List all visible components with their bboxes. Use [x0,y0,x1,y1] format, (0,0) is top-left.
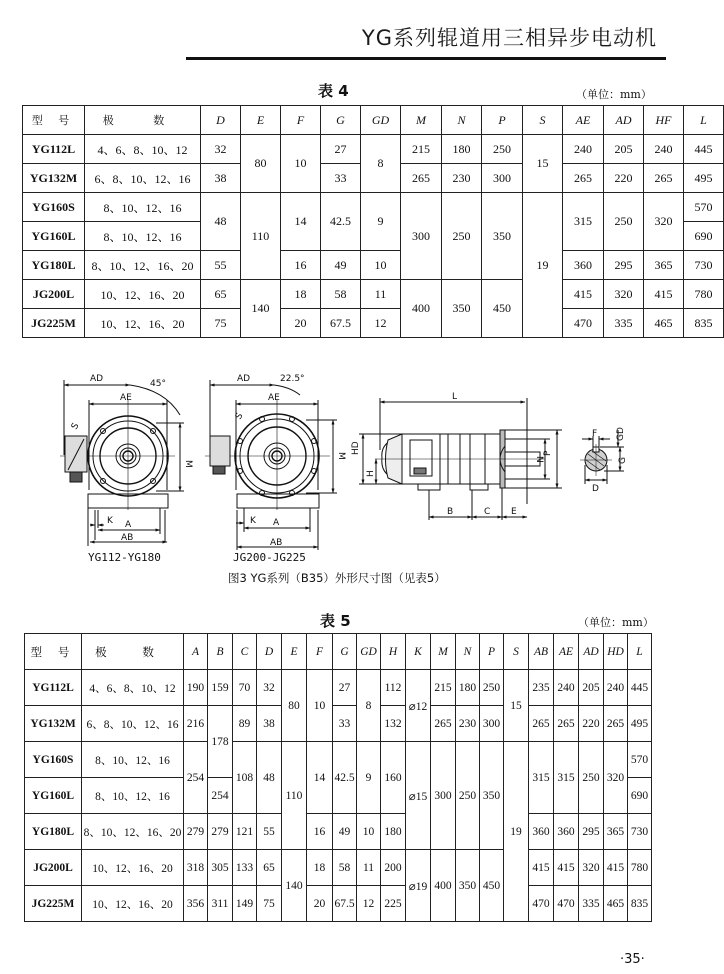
cell-poles: 8、10、12、16、20 [85,251,201,280]
dim-AB-1: AB [121,533,134,543]
cell-F: 18 [281,280,321,309]
front-view-large [205,380,337,550]
view1-label: YG112-YG180 [88,551,161,564]
cell-P: 450 [480,850,504,922]
col-header-model: 型 号 [23,106,85,135]
cell-D: 75 [201,309,241,338]
cell-GD: 10 [357,814,381,850]
cell-model: YG160L [25,778,82,814]
cell-B: 178 [208,706,233,778]
cell-model: YG112L [23,135,85,164]
dim-C: C [484,507,491,517]
cell-L: 495 [684,164,724,193]
cell-G: 49 [321,251,361,280]
cell-C: 89 [233,706,257,742]
cell-model: YG132M [23,164,85,193]
cell-C: 149 [233,886,257,922]
cell-M: 400 [431,850,456,922]
cell-E: 110 [282,742,307,850]
dim-K-2: K [250,516,256,526]
cell-GD: 9 [357,742,381,814]
cell-HD: 465 [604,886,628,922]
cell-B: 305 [208,850,233,886]
cell-G: 58 [321,280,361,309]
dimension-drawing [0,360,697,570]
col-header-F: F [281,106,321,135]
cell-AB: 265 [529,706,554,742]
cell-GD: 8 [361,135,401,193]
table-row [23,251,724,280]
cell-L: 835 [684,309,724,338]
cell-A: 279 [184,814,208,850]
dim-A-2: A [273,518,280,528]
cell-P: 350 [482,193,523,280]
col-header-K: K [406,634,431,670]
dim-F: F [592,429,598,439]
col-header-D: D [201,106,241,135]
col-header-model: 型 号 [25,634,82,670]
col-header-HD: HD [604,634,628,670]
cell-L: 730 [684,251,724,280]
table-row [25,886,652,922]
cell-G: 33 [321,164,361,193]
cell-E: 110 [241,193,281,280]
cell-G: 42.5 [333,742,357,814]
cell-S: 15 [523,135,563,193]
cell-D: 38 [257,706,282,742]
table5-header-row [25,634,652,670]
cell-N: 180 [456,670,480,706]
table-row [23,309,724,338]
dim-AB-2: AB [270,538,283,548]
cell-poles: 8、10、12、16 [82,778,184,814]
cell-AB: 235 [529,670,554,706]
cell-poles: 6、8、10、12、16 [85,164,201,193]
cell-AE: 415 [554,850,579,886]
cell-P: 250 [482,135,523,164]
cell-D: 65 [201,280,241,309]
cell-AE: 315 [554,742,579,814]
col-header-L: L [628,634,652,670]
table5-caption: 表 5 [320,612,351,630]
cell-L: 730 [628,814,652,850]
dim-P: P [543,450,553,456]
cell-model: JG200L [25,850,82,886]
cell-L: 780 [684,280,724,309]
dim-angle-45: 45° [150,379,166,389]
cell-HF: 365 [644,251,684,280]
cell-AD: 220 [579,706,604,742]
side-view [359,398,562,520]
cell-A: 216 [184,706,208,742]
col-header-poles: 极 数 [82,634,184,670]
dim-A-1: A [125,520,132,530]
cell-G: 67.5 [321,309,361,338]
cell-F: 10 [307,670,333,742]
cell-H: 112 [381,670,406,706]
cell-N: 350 [442,280,482,338]
cell-D: 38 [201,164,241,193]
dim-S-2: S [233,411,246,422]
table-row [23,135,724,164]
cell-D: 55 [201,251,241,280]
cell-K: ⌀19 [406,850,431,922]
cell-HF: 240 [644,135,684,164]
cell-M: 400 [401,280,442,338]
cell-G: 42.5 [321,193,361,251]
cell-AD: 335 [579,886,604,922]
cell-model: JG225M [23,309,85,338]
cell-AD: 250 [579,742,604,814]
cell-M: 300 [401,193,442,280]
cell-HD: 265 [604,706,628,742]
cell-AB: 415 [529,850,554,886]
table4-unit: （单位：mm） [576,88,652,101]
cell-AB: 470 [529,886,554,922]
cell-B: 279 [208,814,233,850]
cell-L: 690 [684,222,724,251]
cell-AE: 240 [563,135,604,164]
cell-A: 356 [184,886,208,922]
cell-AE: 240 [554,670,579,706]
table4 [22,105,724,338]
cell-HD: 415 [604,850,628,886]
cell-L: 445 [628,670,652,706]
col-header-GD: GD [361,106,401,135]
cell-AE: 265 [554,706,579,742]
cell-E: 140 [241,280,281,338]
cell-GD: 10 [361,251,401,280]
dim-D: D [592,484,599,494]
cell-AD: 295 [604,251,644,280]
col-header-AE: AE [563,106,604,135]
dim-AD-1: AD [90,374,104,384]
table4-header-row [23,106,724,135]
cell-model: YG160S [23,193,85,222]
cell-N: 230 [442,164,482,193]
dim-E: E [511,507,517,517]
table-row [23,193,724,222]
cell-S: 19 [523,193,563,338]
col-header-M: M [401,106,442,135]
cell-HD: 365 [604,814,628,850]
cell-A: 318 [184,850,208,886]
cell-poles: 6、8、10、12、16 [82,706,184,742]
cell-HF: 465 [644,309,684,338]
cell-A: 254 [184,742,208,814]
cell-G: 49 [333,814,357,850]
table-row [23,280,724,309]
cell-poles: 10、12、16、20 [82,850,184,886]
cell-D: 48 [201,193,241,251]
cell-G: 27 [321,135,361,164]
col-header-N: N [456,634,480,670]
cell-HD: 320 [604,742,628,814]
cell-S: 15 [504,670,529,742]
cell-HD: 240 [604,670,628,706]
cell-AE: 360 [554,814,579,850]
col-header-S: S [523,106,563,135]
cell-L: 570 [628,742,652,778]
cell-AB: 315 [529,742,554,814]
table-row [25,814,652,850]
cell-G: 27 [333,670,357,706]
cell-E: 80 [241,135,281,193]
cell-D: 55 [257,814,282,850]
cell-S: 19 [504,742,529,922]
col-header-E: E [241,106,281,135]
col-header-L: L [684,106,724,135]
cell-GD: 8 [357,670,381,742]
table-row [25,742,652,778]
col-header-GD: GD [357,634,381,670]
cell-F: 16 [307,814,333,850]
cell-F: 20 [281,309,321,338]
cell-C: 121 [233,814,257,850]
cell-L: 495 [628,706,652,742]
cell-AD: 205 [604,135,644,164]
cell-AD: 320 [579,850,604,886]
title-rule [186,57,666,60]
cell-N: 180 [442,135,482,164]
cell-L: 780 [628,850,652,886]
cell-F: 20 [307,886,333,922]
cell-N: 350 [456,850,480,922]
cell-N: 230 [456,706,480,742]
cell-D: 75 [257,886,282,922]
col-header-G: G [321,106,361,135]
cell-model: YG112L [25,670,82,706]
table-row [25,850,652,886]
dim-L: L [452,392,458,402]
cell-D: 65 [257,850,282,886]
dim-HD: HD [351,441,361,455]
cell-model: JG225M [25,886,82,922]
col-header-N: N [442,106,482,135]
cell-E: 80 [282,670,307,742]
dim-angle-22-5: 22.5° [280,374,305,384]
page-title: YG系列辊道用三相异步电动机 [361,26,657,50]
cell-D: 48 [257,742,282,814]
col-header-H: H [381,634,406,670]
cell-poles: 10、12、16、20 [85,280,201,309]
cell-AE: 470 [563,309,604,338]
cell-AD: 295 [579,814,604,850]
cell-L: 835 [628,886,652,922]
col-header-AD: AD [579,634,604,670]
cell-model: YG160L [23,222,85,251]
cell-poles: 4、6、8、10、12 [85,135,201,164]
cell-D: 32 [201,135,241,164]
cell-C: 108 [233,742,257,814]
cell-L: 570 [684,193,724,222]
col-header-M: M [431,634,456,670]
cell-G: 58 [333,850,357,886]
cell-M: 215 [401,135,442,164]
cell-K: ⌀15 [406,742,431,850]
col-header-E: E [282,634,307,670]
cell-P: 450 [482,280,523,338]
cell-HF: 415 [644,280,684,309]
cell-C: 70 [233,670,257,706]
cell-AD: 220 [604,164,644,193]
figure-caption: 图3 YG系列（B35）外形尺寸图（见表5） [228,571,446,585]
dim-G: G [618,457,628,464]
dim-K-1: K [107,516,113,526]
cell-P: 350 [480,742,504,850]
cell-poles: 10、12、16、20 [82,886,184,922]
dim-AD-2: AD [237,374,251,384]
table5-unit: （单位：mm） [578,616,654,629]
cell-P: 300 [480,706,504,742]
dim-M-1: M [183,460,193,468]
col-header-D: D [257,634,282,670]
cell-poles: 8、10、12、16、20 [82,814,184,850]
cell-N: 250 [456,742,480,850]
dim-S-1: S [69,421,82,432]
cell-F: 16 [281,251,321,280]
col-header-P: P [482,106,523,135]
col-header-B: B [208,634,233,670]
col-header-AB: AB [529,634,554,670]
col-header-C: C [233,634,257,670]
cell-model: JG200L [23,280,85,309]
cell-G: 67.5 [333,886,357,922]
cell-K: ⌀12 [406,670,431,742]
cell-H: 200 [381,850,406,886]
page-number: ·35· [620,952,645,967]
col-header-AD: AD [604,106,644,135]
cell-L: 445 [684,135,724,164]
cell-H: 132 [381,706,406,742]
cell-B: 254 [208,778,233,814]
dim-H: H [366,470,376,477]
cell-F: 14 [281,193,321,251]
col-header-G: G [333,634,357,670]
table4-caption: 表 4 [318,82,349,100]
table5 [24,633,652,922]
cell-GD: 12 [361,309,401,338]
cell-HF: 320 [644,193,684,251]
cell-M: 300 [431,742,456,850]
col-header-P: P [480,634,504,670]
cell-AD: 250 [604,193,644,251]
col-header-HF: HF [644,106,684,135]
cell-M: 265 [401,164,442,193]
cell-H: 225 [381,886,406,922]
cell-C: 133 [233,850,257,886]
cell-poles: 8、10、12、16 [82,742,184,778]
table-row [25,706,652,742]
cell-H: 160 [381,742,406,814]
cell-AD: 335 [604,309,644,338]
cell-AB: 360 [529,814,554,850]
col-header-A: A [184,634,208,670]
cell-P: 300 [482,164,523,193]
cell-F: 18 [307,850,333,886]
front-view-small [60,380,184,546]
cell-P: 250 [480,670,504,706]
cell-model: YG180L [25,814,82,850]
cell-AE: 470 [554,886,579,922]
cell-AE: 315 [563,193,604,251]
cell-model: YG132M [25,706,82,742]
cell-H: 180 [381,814,406,850]
cell-poles: 4、6、8、10、12 [82,670,184,706]
cell-AD: 320 [604,280,644,309]
table-row [25,670,652,706]
cell-poles: 8、10、12、16 [85,222,201,251]
cell-poles: 8、10、12、16 [85,193,201,222]
cell-M: 215 [431,670,456,706]
col-header-AE: AE [554,634,579,670]
dim-B: B [447,507,454,517]
col-header-poles: 极 数 [85,106,201,135]
cell-AE: 265 [563,164,604,193]
cell-GD: 11 [357,850,381,886]
cell-D: 32 [257,670,282,706]
cell-F: 10 [281,135,321,193]
col-header-F: F [307,634,333,670]
cell-A: 190 [184,670,208,706]
dim-AE-1: AE [120,393,132,403]
view2-label: JG200-JG225 [233,551,306,564]
cell-F: 14 [307,742,333,814]
col-header-S: S [504,634,529,670]
cell-AE: 415 [563,280,604,309]
cell-GD: 9 [361,193,401,251]
dim-M-2: M [336,452,346,460]
cell-AE: 360 [563,251,604,280]
cell-poles: 10、12、16、20 [85,309,201,338]
cell-G: 33 [333,706,357,742]
dim-N: N [534,456,544,463]
cell-model: YG180L [23,251,85,280]
dim-AE-2: AE [268,393,280,403]
cell-GD: 12 [357,886,381,922]
cell-GD: 11 [361,280,401,309]
cell-M: 265 [431,706,456,742]
cell-B: 311 [208,886,233,922]
cell-model: YG160S [25,742,82,778]
cell-N: 250 [442,193,482,280]
cell-E: 140 [282,850,307,922]
cell-L: 690 [628,778,652,814]
cell-B: 159 [208,670,233,706]
cell-AD: 205 [579,670,604,706]
dim-GD: GD [616,427,626,441]
cell-HF: 265 [644,164,684,193]
